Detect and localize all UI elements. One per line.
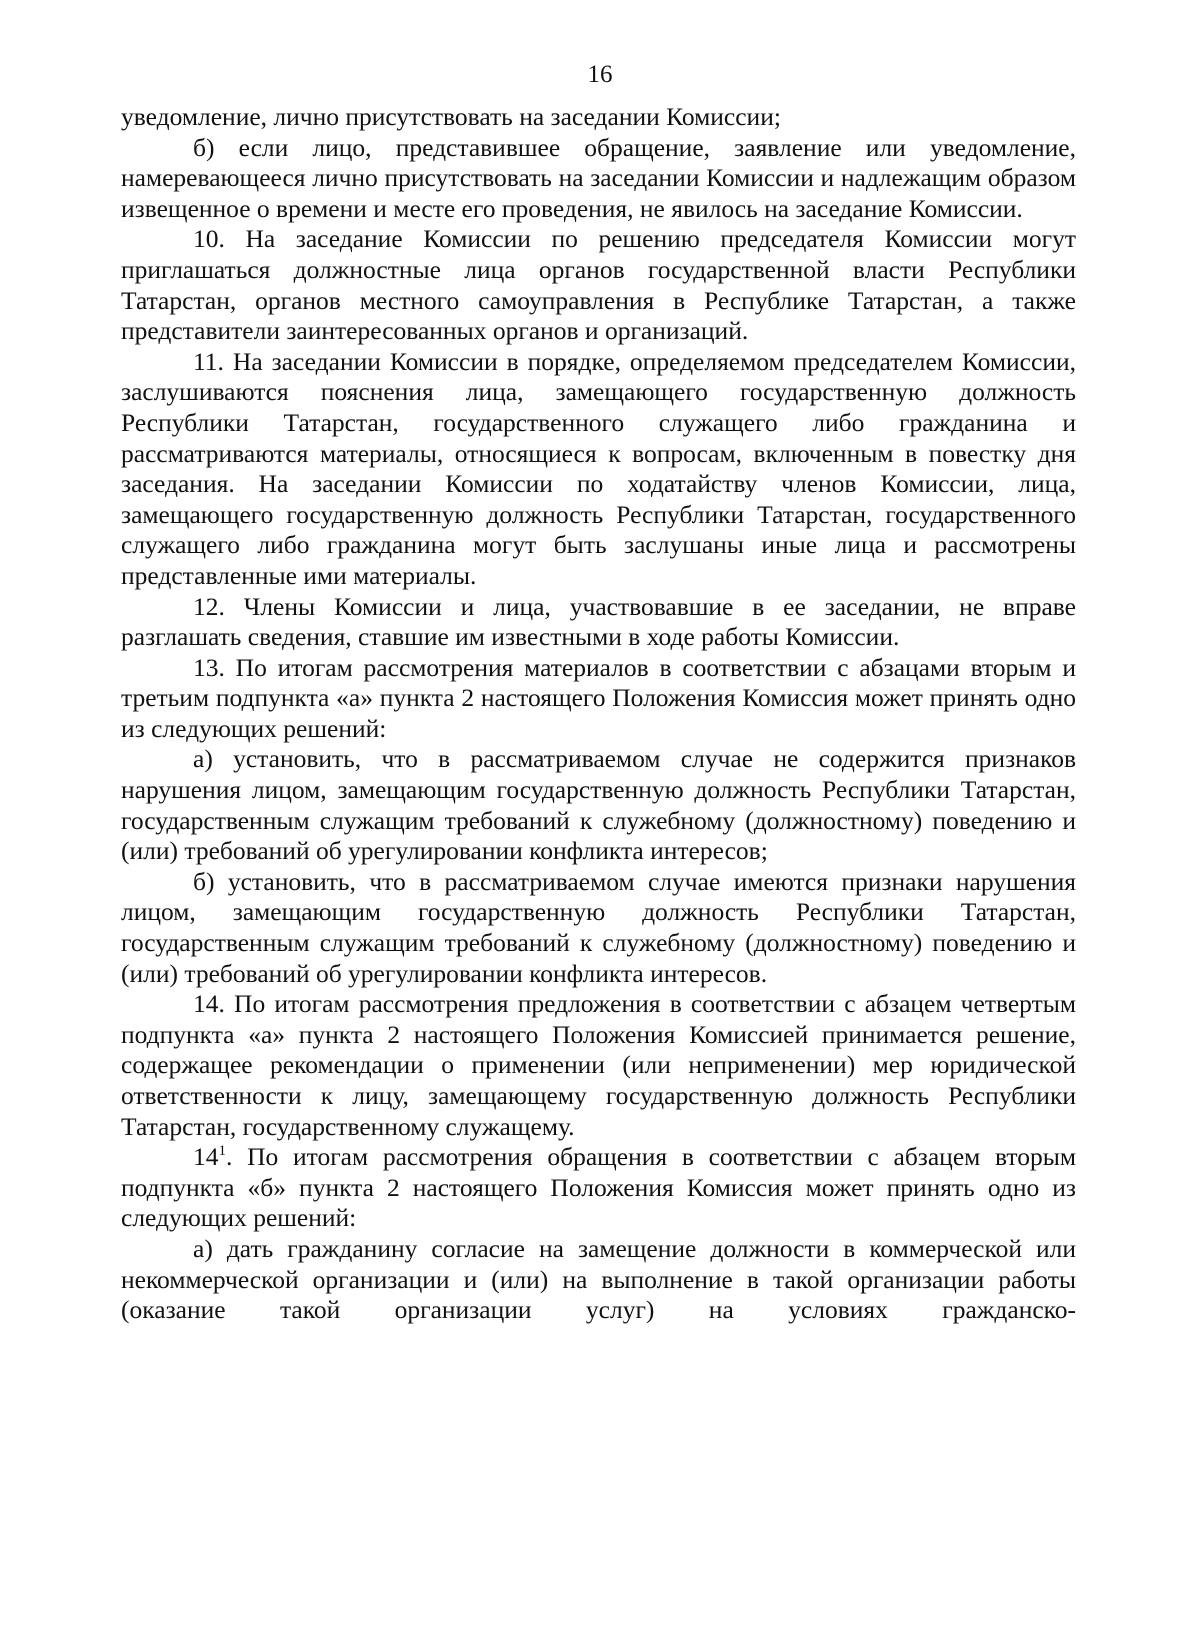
paragraph-14-1-number: 14 [193, 1142, 219, 1172]
paragraph-14: 14. По итогам рассмотрения предложения в соответствии с абзацем четвертым подпункта «а» пункта 2 настоящего Положения Комиссией принимается решение, содержащее рекомендации о применении (или неприменении) мер юридической ответственности к лицу, замещающему государственную должность Республики Татарстан, государственному служащему. [121, 989, 1076, 1141]
paragraph-13a: а) установить, что в рассматриваемом случае не содержится признаков нарушения лицом, замещающим государственную должность Республики Татарстан, государственным служащим требований к служебному (должностному) поведению и (или) требований об урегулировании конфликта интересов; [121, 744, 1076, 866]
paragraph-11: 11. На заседании Комиссии в порядке, определяемом председателем Комиссии, заслушиваются пояснения лица, замещающего государственную должность Республики Татарстан, государственного служащего либо гражданина и рассматриваются материалы, относящиеся к вопросам, включенным в повестку дня заседания. На заседании Комиссии по ходатайству членов Комиссии, лица, замещающего государственную должность Республики Татарстан, государственного служащего либо гражданина могут быть заслушаны иные лица и рассмотрены представленные ими материалы. [121, 346, 1076, 590]
page-number: 16 [587, 61, 613, 88]
paragraph-14-1 [121, 1142, 1076, 1234]
document-body [121, 102, 1076, 1326]
paragraph-13b: б) установить, что в рассматриваемом случае имеются признаки нарушения лицом, замещающим государственную должность Республики Татарстан, государственным служащим требований к служебному (должностному) поведению и (или) требований об урегулировании конфликта интересов. [121, 866, 1076, 988]
paragraph-14-1-superscript: 1 [218, 1143, 226, 1160]
paragraph-14-1-text: . По итогам рассмотрения обращения в соответствии с абзацем вторым подпункта «б» пункта 2 настоящего Положения Комиссия может принять одно из следующих решений: [121, 1142, 1076, 1233]
paragraph-continuation: уведомление, лично присутствовать на заседании Комиссии; [121, 102, 781, 131]
paragraph-10: 10. На заседание Комиссии по решению председателя Комиссии могут приглашаться должностные лица органов государственной власти Республики Татарстан, органов местного самоуправления в Республике Татарстан, а также представители заинтересованных органов и организаций. [121, 224, 1076, 346]
paragraph-14-1a: а) дать гражданину согласие на замещение должности в коммерческой или некоммерческой организации и (или) на выполнение в такой организации работы (оказание такой организации услуг) на условиях гражданско- [121, 1233, 1076, 1325]
paragraph-13: 13. По итогам рассмотрения материалов в соответствии с абзацами вторым и третьим подпункта «а» пункта 2 настоящего Положения Комиссия может принять одно из следующих решений: [121, 652, 1076, 743]
paragraph-9b: б) если лицо, представившее обращение, заявление или уведомление, намеревающееся лично присутствовать на заседании Комиссии и надлежащим образом извещенное о времени и месте его проведения, не явилось на заседание Комиссии. [121, 132, 1076, 223]
paragraph-12: 12. Члены Комиссии и лица, участвовавшие в ее заседании, не вправе разглашать сведения, ставшие им известными в ходе работы Комиссии. [121, 591, 1076, 652]
